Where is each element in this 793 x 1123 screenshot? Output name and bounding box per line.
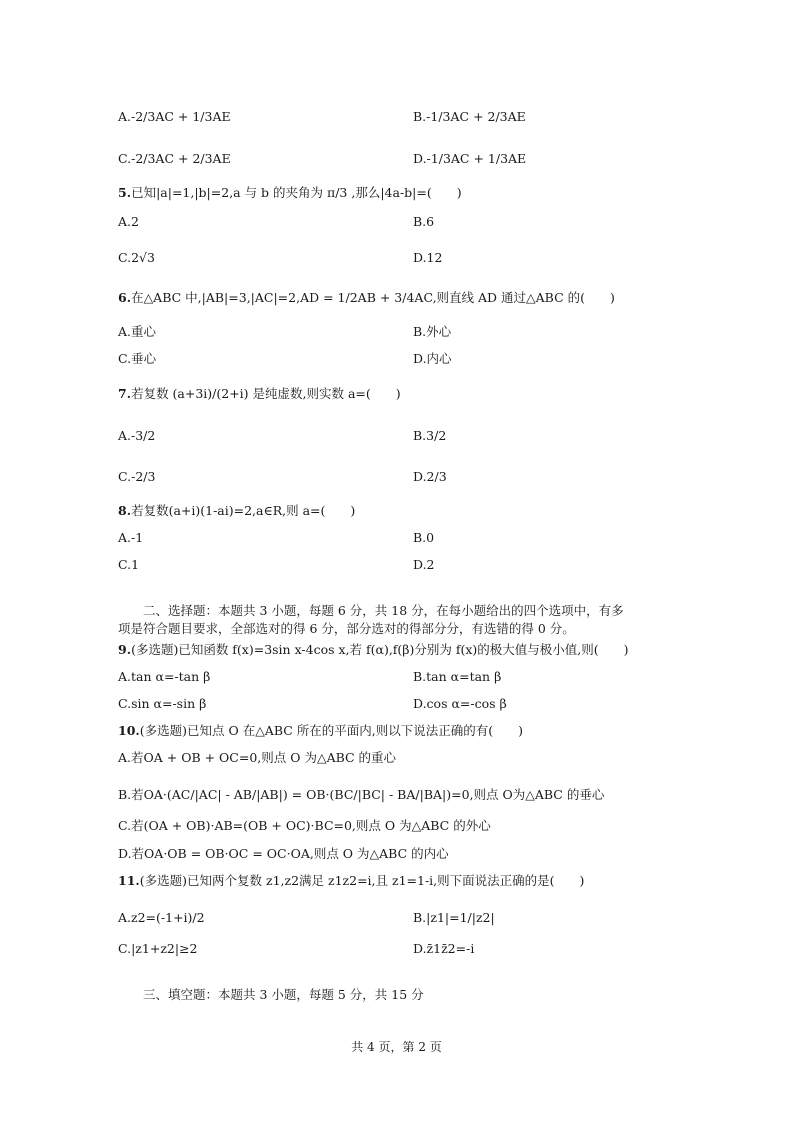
question-number: 6.: [118, 290, 132, 305]
q11-option-c: C.|z1+z2|≥2: [118, 941, 198, 956]
q11-option-d: D.z̄1z̄2=-i: [413, 941, 475, 956]
q4-option-b: B.-1/3AC + 2/3AE: [413, 109, 526, 124]
q11-option-b: B.|z1|=1/|z2|: [413, 910, 495, 925]
q7-option-b: B.3/2: [413, 428, 447, 443]
question-text: (多选题)已知函数 f(x)=3sin x-4cos x,若 f(α),f(β)分别为 f(x)的极大值与极小值,则( ): [131, 642, 629, 657]
q10-option-c: C.若(OA + OB)·AB=(OB + OC)·BC=0,则点 O 为△ABC 的外心: [118, 818, 491, 833]
q8-option-c: C.1: [118, 557, 140, 572]
q11-option-a: A.z2=(-1+i)/2: [118, 910, 205, 925]
question-9: [118, 641, 629, 659]
q9-option-b: B.tan α=tan β: [413, 669, 502, 684]
question-number: 11.: [118, 873, 140, 888]
q9-option-a: A.tan α=-tan β: [118, 669, 211, 684]
q4-option-a: A.-2/3AC + 1/3AE: [118, 109, 231, 124]
question-11: [118, 872, 584, 890]
question-text: 若复数 (a+3i)/(2+i) 是纯虚数,则实数 a=( ): [131, 386, 401, 401]
question-number: 9.: [118, 642, 132, 657]
question-number: 5.: [118, 185, 132, 200]
q9-option-c: C.sin α=-sin β: [118, 696, 207, 711]
q5-option-b: B.6: [413, 214, 435, 229]
question-number: 8.: [118, 503, 132, 518]
q4-option-d: D.-1/3AC + 1/3AE: [413, 151, 527, 166]
question-text: (多选题)已知两个复数 z1,z2满足 z1z2=i,且 z1=1-i,则下面说法正确的是( ): [139, 873, 585, 888]
q9-option-d: D.cos α=-cos β: [413, 696, 507, 711]
section-3-heading: 三、填空题：本题共 3 小题，每题 5 分，共 15 分: [143, 987, 424, 1002]
question-text: 若复数(a+i)(1-ai)=2,a∈R,则 a=( ): [131, 503, 356, 518]
q6-option-b: B.外心: [413, 324, 452, 339]
q6-option-c: C.垂心: [118, 351, 157, 366]
q8-option-b: B.0: [413, 530, 435, 545]
q5-option-d: D.12: [413, 250, 443, 265]
q4-option-c: C.-2/3AC + 2/3AE: [118, 151, 231, 166]
section-2-heading-cont: 项是符合题目要求，全部选对的得 6 分，部分选对的得部分分，有选错的得 0 分。: [118, 621, 575, 636]
question-6: [118, 289, 615, 307]
q8-option-d: D.2: [413, 557, 435, 572]
q10-option-d: D.若OA·OB = OB·OC = OC·OA,则点 O 为△ABC 的内心: [118, 846, 449, 861]
q7-option-a: A.-3/2: [118, 428, 156, 443]
q8-option-a: A.-1: [118, 530, 144, 545]
question-text: 在△ABC 中,|AB|=3,|AC|=2,AD = 1/2AB + 3/4AC,则直线 AD 通过△ABC 的( ): [131, 290, 615, 305]
q7-option-d: D.2/3: [413, 469, 447, 484]
question-8: [118, 502, 355, 520]
q6-option-a: A.重心: [118, 324, 157, 339]
question-10: [118, 722, 523, 740]
q10-option-a: A.若OA + OB + OC=0,则点 O 为△ABC 的重心: [118, 750, 397, 765]
q7-option-c: C.-2/3: [118, 469, 156, 484]
question-text: 已知|a|=1,|b|=2,a 与 b 的夹角为 π/3 ,那么|4a-b|=( ): [131, 185, 462, 200]
q6-option-d: D.内心: [413, 351, 452, 366]
q5-option-c: C.2√3: [118, 250, 155, 265]
page-footer: 共 4 页，第 2 页: [351, 1040, 442, 1054]
section-2-heading: 二、选择题：本题共 3 小题，每题 6 分，共 18 分，在每小题给出的四个选项中，有多: [143, 603, 624, 618]
question-number: 7.: [118, 386, 132, 401]
question-number: 10.: [118, 723, 140, 738]
question-5: [118, 184, 462, 202]
question-text: (多选题)已知点 O 在△ABC 所在的平面内,则以下说法正确的有( ): [139, 723, 524, 738]
q5-option-a: A.2: [118, 214, 139, 229]
q10-option-b: B.若OA·(AC/|AC| - AB/|AB|) = OB·(BC/|BC| - BA/|BA|)=0,则点 O为△ABC 的垂心: [118, 787, 605, 802]
question-7: [118, 385, 401, 403]
